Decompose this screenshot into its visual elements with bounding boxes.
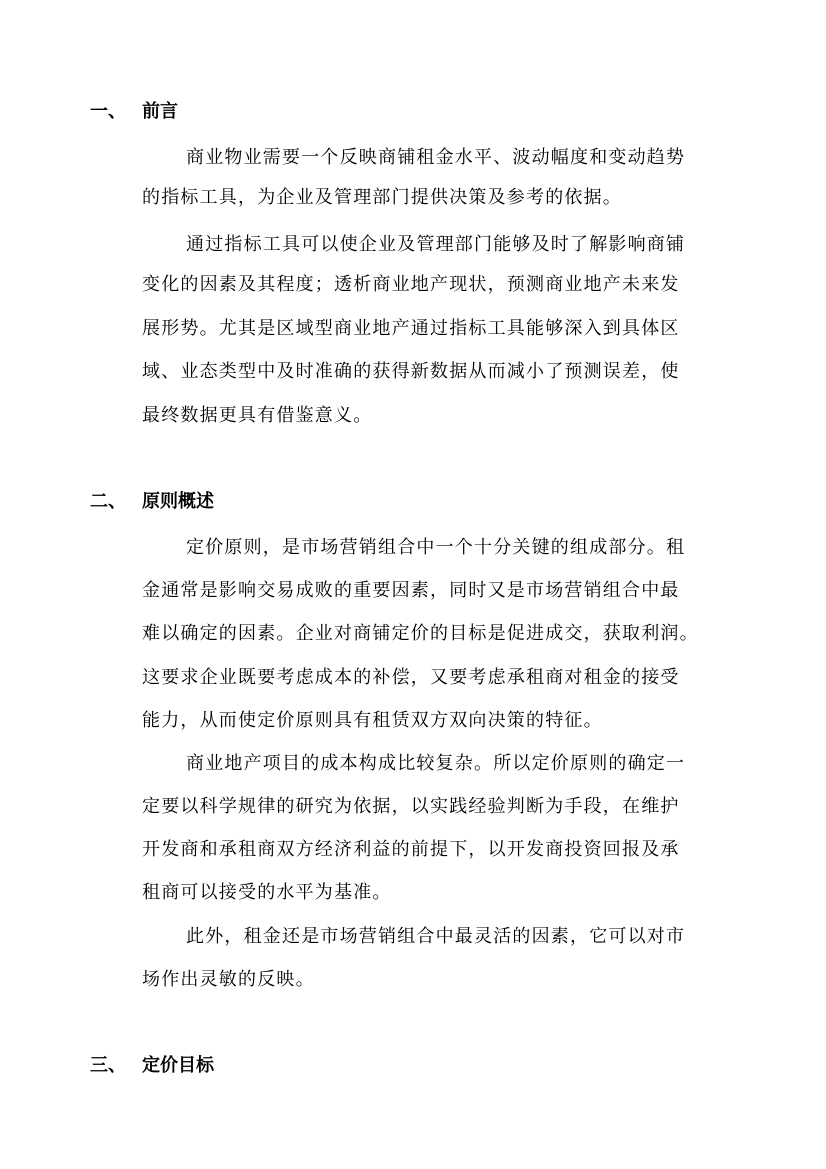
paragraph-line: 的指标工具，为企业及管理部门提供决策及参考的依据。 bbox=[142, 187, 622, 208]
section-title: 原则概述 bbox=[142, 491, 214, 512]
paragraph-line: 商业物业需要一个反映商铺租金水平、波动幅度和变动趋势 bbox=[186, 147, 686, 168]
paragraph-line: 场作出灵敏的反映。 bbox=[142, 969, 315, 990]
section-number: 一、 bbox=[90, 101, 126, 122]
paragraph-line: 展形势。尤其是区域型商业地产通过指标工具能够深入到具体区 bbox=[142, 318, 680, 339]
paragraph-line: 变化的因素及其程度；透析商业地产现状，预测商业地产未来发 bbox=[142, 274, 680, 295]
section-title: 定价目标 bbox=[142, 1055, 214, 1076]
paragraph-line: 定要以科学规律的研究为依据，以实践经验判断为手段，在维护 bbox=[142, 796, 680, 817]
paragraph-line: 最终数据更具有借鉴意义。 bbox=[142, 405, 373, 426]
paragraph-line: 难以确定的因素。企业对商铺定价的目标是促进成交，获取利润。 bbox=[142, 623, 699, 644]
paragraph-line: 这要求企业既要考虑成本的补偿，又要考虑承租商对租金的接受 bbox=[142, 667, 680, 688]
paragraph-line: 此外，租金还是市场营销组合中最灵活的因素，它可以对市 bbox=[186, 926, 686, 947]
section-heading-3 bbox=[90, 1052, 214, 1080]
paragraph-line: 商业地产项目的成本构成比较复杂。所以定价原则的确定一 bbox=[186, 753, 686, 774]
paragraph-line: 通过指标工具可以使企业及管理部门能够及时了解影响商铺 bbox=[186, 234, 686, 255]
paragraph-line: 定价原则，是市场营销组合中一个十分关键的组成部分。租 bbox=[186, 537, 686, 558]
section-number: 三、 bbox=[90, 1055, 126, 1076]
section-number: 二、 bbox=[90, 491, 126, 512]
paragraph-line: 开发商和承租商双方经济利益的前提下，以开发商投资回报及承 bbox=[142, 839, 680, 860]
paragraph-line: 域、业态类型中及时准确的获得新数据从而减小了预测误差，使 bbox=[142, 361, 680, 382]
section-heading-1 bbox=[90, 98, 178, 126]
paragraph-line: 金通常是影响交易成败的重要因素，同时又是市场营销组合中最 bbox=[142, 580, 680, 601]
section-title: 前言 bbox=[142, 101, 178, 122]
paragraph-line: 能力，从而使定价原则具有租赁双方双向决策的特征。 bbox=[142, 710, 603, 731]
paragraph-line: 租商可以接受的水平为基准。 bbox=[142, 882, 392, 903]
section-heading-2 bbox=[90, 488, 214, 516]
